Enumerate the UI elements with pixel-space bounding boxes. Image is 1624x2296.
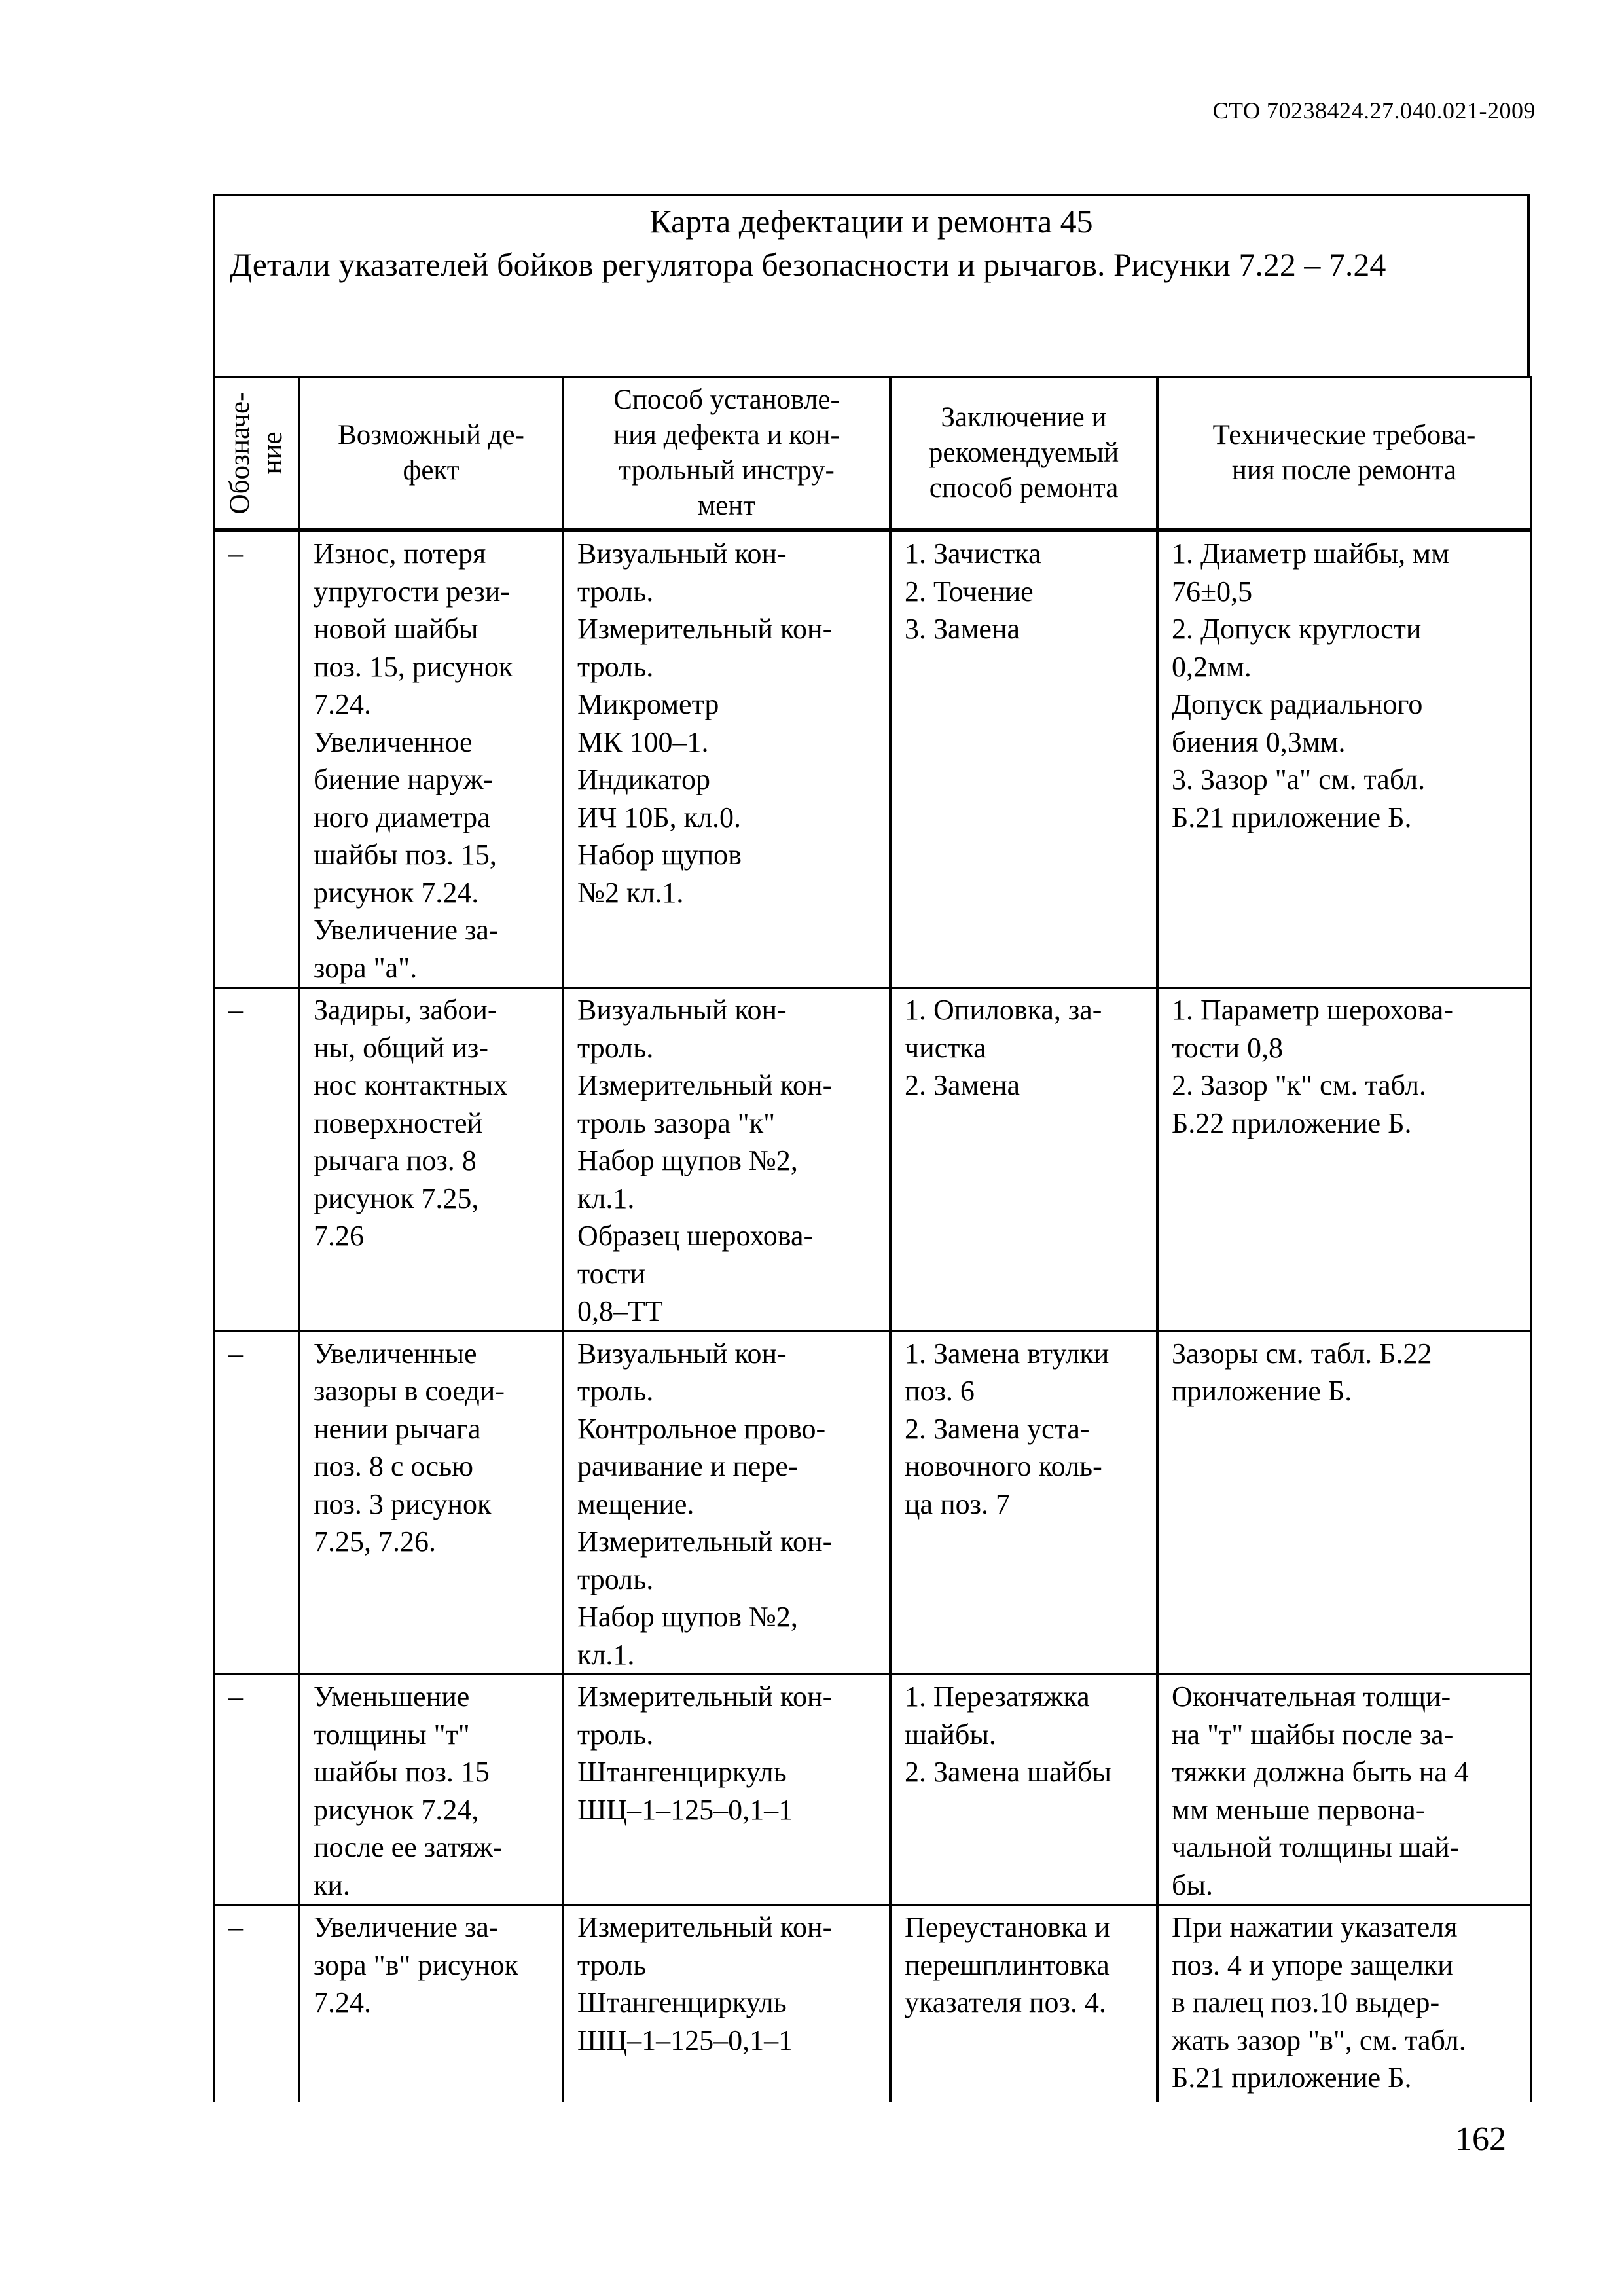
- cell-line: троль.: [577, 1375, 654, 1407]
- cell-line: При нажатии указателя: [1172, 1911, 1458, 1943]
- cell-line: Визуальный кон-: [577, 994, 787, 1026]
- cell-line: кл.1.: [577, 1638, 635, 1671]
- cell-line: поз. 6: [905, 1375, 975, 1407]
- cell-line: ны, общий из-: [314, 1031, 489, 1064]
- designation-cell: –: [214, 530, 299, 988]
- cell-line: Набор щупов №2,: [577, 1601, 798, 1633]
- cell-line: Штангенциркуль: [577, 1986, 787, 2018]
- cell-line: рисунок 7.24.: [314, 876, 479, 909]
- cell-line: поз. 8 с осью: [314, 1450, 474, 1482]
- cell-line: фект: [403, 455, 460, 486]
- cell-line: шайбы поз. 15: [314, 1756, 490, 1788]
- cell-line: ки.: [314, 1868, 350, 1901]
- header-designation: [214, 377, 299, 530]
- designation-cell: –: [214, 1675, 299, 1905]
- cell-line: 0,2мм.: [1172, 650, 1252, 683]
- cell-line: 2. Допуск круглости: [1172, 613, 1422, 645]
- cell-line: рачивание и пере-: [577, 1450, 798, 1482]
- cell-line: 3. Замена: [905, 613, 1020, 645]
- conclusion-cell: [890, 1905, 1157, 2102]
- cell-line: на "т" шайбы после за-: [1172, 1718, 1454, 1751]
- cell-line: Образец шерохова-: [577, 1220, 814, 1252]
- conclusion-cell: [890, 1331, 1157, 1675]
- cell-line: троль.: [577, 1718, 654, 1751]
- cell-line: рисунок 7.25,: [314, 1182, 479, 1214]
- method-cell: [563, 988, 890, 1332]
- designation-cell: –: [214, 1905, 299, 2102]
- cell-line: тости 0,8: [1172, 1031, 1284, 1064]
- method-cell: [563, 530, 890, 988]
- defect-cell: [299, 1905, 563, 2102]
- method-cell: [563, 1675, 890, 1905]
- cell-line: ШЦ–1–125–0,1–1: [577, 2024, 793, 2056]
- card-subtitle: Детали указателей бойков регулятора безопасности и рычагов. Рисунки 7.22 – 7.24: [230, 246, 1386, 283]
- cell-line: поверхностей: [314, 1106, 483, 1139]
- defect-cell: [299, 530, 563, 988]
- requirements-cell: [1157, 1331, 1531, 1675]
- cell-line: 2. Замена уста-: [905, 1412, 1090, 1445]
- cell-line: Измерительный кон-: [577, 1681, 833, 1713]
- cell-line: нос контактных: [314, 1069, 508, 1101]
- cell-line: в палец поз.10 выдер-: [1172, 1986, 1440, 2018]
- cell-line: 1. Диаметр шайбы, мм: [1172, 538, 1449, 570]
- cell-line: Микрометр: [577, 688, 719, 720]
- cell-line: тяжки должна быть на 4: [1172, 1756, 1469, 1788]
- header-defect: [299, 377, 563, 530]
- cell-line: биение наруж-: [314, 763, 494, 795]
- table-row: [214, 988, 1531, 1332]
- cell-line: поз. 4 и упоре защелки: [1172, 1948, 1453, 1981]
- cell-line: тости: [577, 1257, 646, 1290]
- cell-line: Увеличенное: [314, 725, 473, 758]
- cell-line: Контрольное прово-: [577, 1412, 826, 1445]
- cell-line: 1. Опиловка, за-: [905, 994, 1102, 1026]
- cell-line: Визуальный кон-: [577, 1337, 787, 1370]
- cell-line: Зазоры см. табл. Б.22: [1172, 1337, 1432, 1370]
- cell-line: №2 кл.1.: [577, 876, 684, 909]
- cell-line: Заключение и: [941, 402, 1107, 433]
- cell-line: 7.24.: [314, 1986, 371, 2018]
- page-number: 162: [1455, 2121, 1506, 2158]
- cell-line: Способ установле-: [613, 384, 840, 415]
- cell-line: Задиры, забои-: [314, 994, 497, 1026]
- cell-line: трольный инстру-: [619, 455, 835, 486]
- cell-line: 7.26: [314, 1220, 364, 1252]
- cell-line: шайбы поз. 15,: [314, 839, 497, 871]
- card-title: Карта дефектации и ремонта 45: [649, 203, 1093, 240]
- cell-line: толщины "т": [314, 1718, 470, 1751]
- cell-line: Визуальный кон-: [577, 538, 787, 570]
- cell-line: Окончательная толщи-: [1172, 1681, 1451, 1713]
- cell-line: Уменьшение: [314, 1681, 470, 1713]
- cell-line: чальной толщины шай-: [1172, 1831, 1460, 1863]
- cell-line: Набор щупов №2,: [577, 1144, 798, 1176]
- cell-line: ШЦ–1–125–0,1–1: [577, 1793, 793, 1826]
- cell-line: Измерительный кон-: [577, 613, 833, 645]
- method-cell: [563, 1905, 890, 2102]
- requirements-cell: [1157, 1905, 1531, 2102]
- cell-line: Измерительный кон-: [577, 1911, 833, 1943]
- cell-line: поз. 3 рисунок: [314, 1487, 492, 1520]
- defect-cell: [299, 988, 563, 1332]
- cell-line: 1. Зачистка: [905, 538, 1041, 570]
- cell-line: приложение Б.: [1172, 1375, 1352, 1407]
- card-title-box: [213, 194, 1530, 376]
- cell-line: мещение.: [577, 1487, 695, 1520]
- cell-line: Измерительный кон-: [577, 1525, 833, 1558]
- cell-line: новой шайбы: [314, 613, 478, 645]
- cell-line: 1. Перезатяжка: [905, 1681, 1090, 1713]
- cell-line: указателя поз. 4.: [905, 1986, 1106, 2018]
- cell-line: мм меньше первона-: [1172, 1793, 1426, 1826]
- cell-line: 7.25, 7.26.: [314, 1525, 436, 1558]
- cell-line: способ ремонта: [929, 473, 1119, 503]
- header-conclusion: [890, 377, 1157, 530]
- cell-line: Измерительный кон-: [577, 1069, 833, 1101]
- cell-line: нении рычага: [314, 1412, 481, 1445]
- cell-line: Износ, потеря: [314, 538, 486, 570]
- cell-line: биения 0,3мм.: [1172, 725, 1346, 758]
- conclusion-cell: [890, 1675, 1157, 1905]
- table-header-row: [214, 377, 1531, 530]
- cell-line: Б.22 приложение Б.: [1172, 1106, 1412, 1139]
- cell-line: Увеличение за-: [314, 1911, 499, 1943]
- cell-line: Б.21 приложение Б.: [1172, 801, 1412, 833]
- cell-line: троль зазора "к": [577, 1106, 776, 1139]
- cell-line: перешплинтовка: [905, 1948, 1110, 1981]
- cell-line: зора "в" рисунок: [314, 1948, 518, 1981]
- header-designation-label: [224, 392, 289, 515]
- designation-cell: –: [214, 1331, 299, 1675]
- cell-line: рычага поз. 8: [314, 1144, 477, 1176]
- conclusion-cell: [890, 530, 1157, 988]
- cell-line: ния дефекта и кон-: [613, 420, 840, 450]
- conclusion-cell: [890, 988, 1157, 1332]
- table-row: [214, 530, 1531, 988]
- cell-line: зора "а".: [314, 951, 418, 984]
- cell-line: троль: [577, 1948, 647, 1981]
- cell-line: упругости рези-: [314, 575, 510, 608]
- cell-line: 1. Параметр шерохова-: [1172, 994, 1453, 1026]
- cell-line: 0,8–ТТ: [577, 1295, 663, 1327]
- cell-line: 76±0,5: [1172, 575, 1253, 608]
- cell-line: 2. Точение: [905, 575, 1034, 608]
- cell-line: Обозначе-: [225, 392, 255, 515]
- cell-line: 2. Замена: [905, 1069, 1020, 1101]
- defect-cell: [299, 1331, 563, 1675]
- cell-line: ние: [257, 431, 288, 475]
- cell-line: поз. 15, рисунок: [314, 650, 513, 683]
- cell-line: ния после ремонта: [1231, 455, 1457, 486]
- requirements-cell: [1157, 530, 1531, 988]
- cell-line: 7.24.: [314, 688, 371, 720]
- cell-line: после ее затяж-: [314, 1831, 503, 1863]
- cell-line: МК 100–1.: [577, 725, 709, 758]
- cell-line: Технические требова-: [1212, 420, 1476, 450]
- cell-line: 3. Зазор "а" см. табл.: [1172, 763, 1426, 795]
- cell-line: Б.21 приложение Б.: [1172, 2062, 1412, 2094]
- method-cell: [563, 1331, 890, 1675]
- cell-line: троль.: [577, 650, 654, 683]
- document-code: СТО 70238424.27.040.021-2009: [1212, 98, 1536, 124]
- cell-line: мент: [697, 490, 756, 521]
- cell-line: чистка: [905, 1031, 986, 1064]
- cell-line: ца поз. 7: [905, 1487, 1011, 1520]
- cell-line: троль.: [577, 1563, 654, 1595]
- requirements-cell: [1157, 988, 1531, 1332]
- cell-line: ного диаметра: [314, 801, 490, 833]
- cell-line: рекомендуемый: [928, 437, 1119, 468]
- table-row: [214, 1675, 1531, 1905]
- cell-line: рисунок 7.24,: [314, 1793, 479, 1826]
- cell-line: Переустановка и: [905, 1911, 1110, 1943]
- cell-line: жать зазор "в", см. табл.: [1172, 2024, 1466, 2056]
- defect-repair-table: [213, 376, 1532, 2102]
- cell-line: троль.: [577, 1031, 654, 1064]
- header-requirements: [1157, 377, 1531, 530]
- cell-line: троль.: [577, 575, 654, 608]
- cell-line: 2. Замена шайбы: [905, 1756, 1111, 1788]
- cell-line: Набор щупов: [577, 839, 742, 871]
- cell-line: бы.: [1172, 1868, 1213, 1901]
- table-row: [214, 1905, 1531, 2102]
- cell-line: Штангенциркуль: [577, 1756, 787, 1788]
- cell-line: 1. Замена втулки: [905, 1337, 1110, 1370]
- cell-line: 2. Зазор "к" см. табл.: [1172, 1069, 1426, 1101]
- header-method: [563, 377, 890, 530]
- cell-line: Увеличенные: [314, 1337, 477, 1370]
- cell-line: шайбы.: [905, 1718, 996, 1751]
- cell-line: Увеличение за-: [314, 914, 499, 946]
- cell-line: Допуск радиального: [1172, 688, 1423, 720]
- designation-cell: –: [214, 988, 299, 1332]
- cell-line: ИЧ 10Б, кл.0.: [577, 801, 741, 833]
- cell-line: новочного коль-: [905, 1450, 1102, 1482]
- defect-cell: [299, 1675, 563, 1905]
- table-row: [214, 1331, 1531, 1675]
- requirements-cell: [1157, 1675, 1531, 1905]
- cell-line: Возможный де-: [338, 420, 524, 450]
- cell-line: зазоры в соеди-: [314, 1375, 505, 1407]
- cell-line: кл.1.: [577, 1182, 635, 1214]
- cell-line: Индикатор: [577, 763, 711, 795]
